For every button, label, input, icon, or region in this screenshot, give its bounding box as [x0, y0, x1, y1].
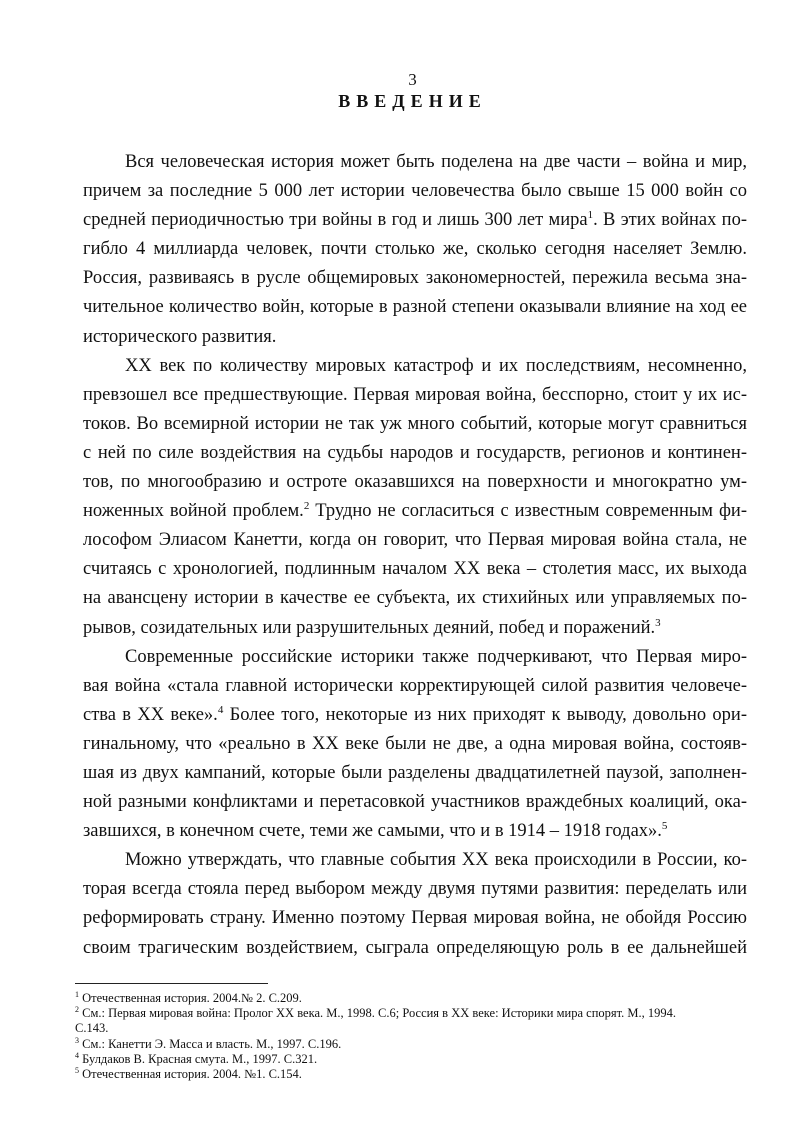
footnote: [75, 1006, 747, 1021]
text-line: [83, 817, 747, 846]
line-text: Вся человеческая история может быть поделена на две части – война и мир,: [125, 152, 747, 172]
line-text: Можно утверждать, что главные события XX века происходили в России, ко-: [125, 850, 747, 871]
body-text: [83, 148, 747, 963]
line-text: тов, по многообразию и остроте оказавшихся на поверхности и многократно ум-: [83, 472, 747, 493]
section-heading: ВВЕДЕНИЕ: [338, 91, 487, 111]
text-line: [83, 148, 747, 177]
text-line: [83, 614, 747, 643]
footnote-separator: [75, 983, 268, 984]
footnote-number: 5: [75, 1065, 79, 1075]
footnote-text: См.: Первая мировая война: Пролог XX века. М., 1998. С.6; Россия в XX веке: Историки мира спорят. М., 1994.: [82, 1006, 677, 1021]
text-line: [83, 177, 747, 206]
text-line: [83, 381, 747, 410]
line-text: своим трагическим воздействием, сыграла определяющую роль в ее дальнейшей: [83, 937, 747, 958]
footnote: [75, 1052, 747, 1067]
line-text: чительное количество войн, которые в разной степени оказывали влияние на ход ее: [83, 297, 747, 318]
line-text: ства в XX веке».: [83, 704, 218, 725]
paragraph: [83, 643, 747, 847]
line-text: считаясь с хронологией, подлинным началом XX века – столетия масс, их выхода: [83, 559, 747, 580]
line-text: Более того, некоторые из них приходят к выводу, довольно ори-: [223, 704, 747, 725]
line-text: реформировать страну. Именно поэтому Первая мировая война, не обойдя Россию: [83, 908, 747, 929]
footnote-ref[interactable]: 5: [661, 820, 668, 833]
footnote: [75, 991, 747, 1006]
footnote-number: 3: [75, 1035, 79, 1045]
text-line: [83, 584, 747, 613]
text-line: [83, 468, 747, 497]
footnote-ref[interactable]: 1: [587, 209, 594, 222]
footnote: [75, 1067, 747, 1082]
text-line: [83, 352, 747, 381]
text-line: [83, 875, 747, 904]
line-text: Трудно не согласиться с известным современным фи-: [309, 501, 747, 522]
footnote-ref[interactable]: 2: [303, 500, 310, 513]
footnote-number: 1: [75, 990, 79, 999]
page-number: 3: [408, 70, 417, 89]
text-line: [83, 293, 747, 322]
text-line: [83, 672, 747, 701]
text-line: [83, 264, 747, 293]
line-text: на авансцену истории в качестве ее субъекта, их стихийных или управляемых по-: [83, 588, 747, 609]
text-line: [83, 497, 747, 526]
footnote: [75, 1037, 747, 1052]
line-text: вая война «стала главной исторически корректирующей силой развития человече-: [83, 675, 747, 696]
line-text: ноженных войной проблем.: [83, 501, 304, 522]
text-line: [83, 934, 747, 963]
line-text: Современные российские историки также подчеркивают, что Первая миро-: [125, 646, 747, 667]
line-text: шая из двух кампаний, которые были разделены двадцатилетней паузой, заполнен-: [83, 762, 747, 783]
line-text: рывов, созидательных или разрушительных деяний, побед и поражений.: [83, 617, 656, 638]
text-line: [83, 701, 747, 730]
footnote-continuation: С.143.: [75, 1021, 109, 1036]
text-line: [83, 235, 747, 264]
paragraph: [83, 846, 747, 962]
footnote-text: Булдаков В. Красная смута. М., 1997. С.321.: [82, 1051, 318, 1066]
text-line: [83, 788, 747, 817]
line-text: гинальному, что «реально в XX веке были не две, а одна мировая война, состояв-: [83, 733, 747, 754]
line-text: причем за последние 5 000 лет истории человечества было свыше 15 000 войн со: [83, 181, 747, 202]
line-text: средней периодичностью три войны в год и лишь 300 лет мира: [83, 210, 588, 231]
text-line: [83, 206, 747, 235]
text-line: [83, 439, 747, 468]
footnote-ref[interactable]: 3: [655, 616, 661, 629]
line-text: исторического развития.: [83, 326, 277, 347]
line-text: . В этих войнах по-: [593, 210, 747, 231]
footnote-text: Отечественная история. 2004. №1. С.154.: [82, 1066, 302, 1081]
line-text: гибло 4 миллиарда человек, почти столько же, сколько сегодня населяет Землю.: [83, 239, 747, 260]
footnote-number: 4: [75, 1050, 79, 1060]
footnote-text: См.: Канетти Э. Масса и власть. М., 1997. С.196.: [82, 1036, 342, 1051]
footnote-ref[interactable]: 4: [217, 703, 224, 716]
line-text: Россия, развиваясь в русле общемировых закономерностей, пережила весьма зна-: [83, 268, 747, 289]
text-line: [83, 410, 747, 439]
text-line: [83, 643, 747, 672]
text-line: [83, 904, 747, 933]
line-text: ной разными конфликтами и перетасовкой участников враждебных коалиций, ока-: [83, 792, 747, 813]
text-line: [83, 730, 747, 759]
line-text: завшихся, в конечном счете, теми же самыми, что и в 1914 – 1918 годах».: [83, 821, 662, 842]
line-text: превзошел все предшествующие. Первая мировая война, бесспорно, стоит у их ис-: [83, 384, 747, 405]
line-text: токов. Во всемирной истории не так уж много событий, которые могут сравниться: [83, 413, 747, 434]
line-text: лософом Элиасом Канетти, когда он говорит, что Первая мировая война стала, не: [83, 530, 747, 551]
paragraph: [83, 352, 747, 643]
line-text: XX век по количеству мировых катастроф и их последствиям, несомненно,: [125, 355, 747, 376]
footnotes: [75, 991, 747, 1082]
text-line: [83, 323, 747, 352]
line-text: торая всегда стояла перед выбором между двумя путями развития: переделать или: [83, 879, 747, 900]
paragraph: [83, 148, 747, 352]
text-line: [83, 759, 747, 788]
text-line: [83, 526, 747, 555]
line-text: с ней по силе воздействия на судьбы народов и государств, регионов и континен-: [83, 442, 747, 463]
text-line: [83, 846, 747, 875]
footnote-number: 2: [75, 1005, 79, 1015]
text-line: [83, 555, 747, 584]
footnote-text: Отечественная история. 2004.№ 2. С.209.: [82, 991, 302, 1005]
